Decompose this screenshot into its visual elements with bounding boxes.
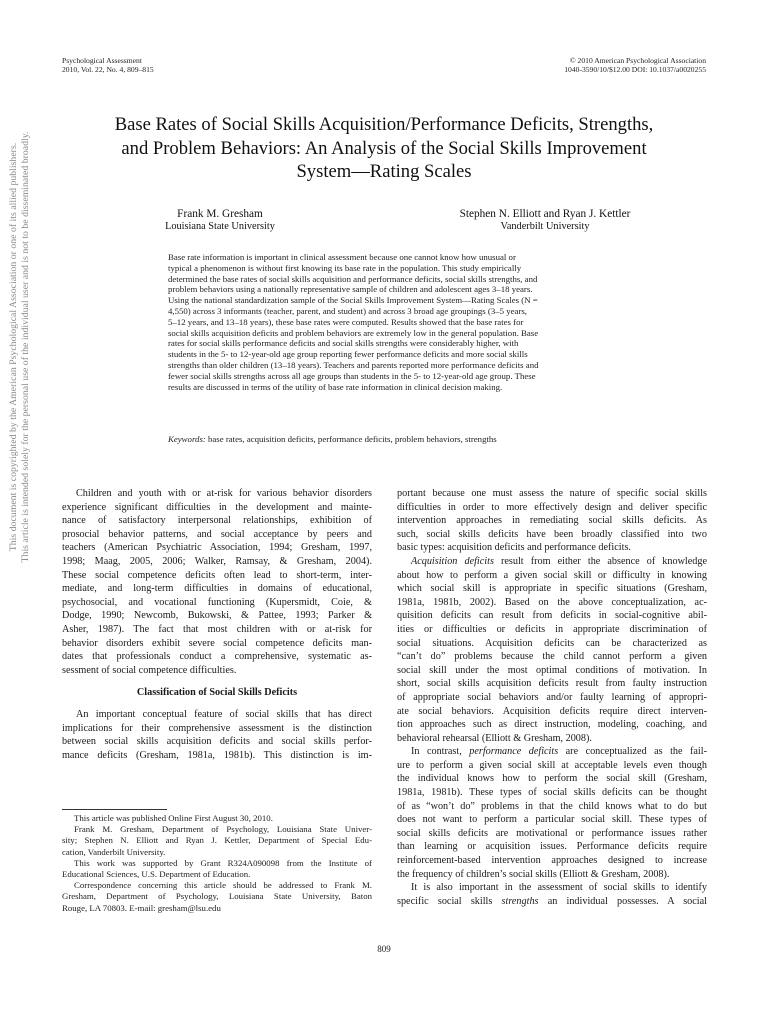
footnote-line: Correspondence concerning this article should be addressed to Frank M.	[74, 880, 372, 891]
abstract-line: determined the base rates of social skills acquisition and performance deficits, social skills strengths, and	[168, 273, 538, 284]
body-line: of as “won’t do” problems in that the child knows what to do but	[397, 800, 707, 812]
volume-pages: 2010, Vol. 22, No. 4, 809–815	[62, 64, 154, 74]
footnote-line: sity; Stephen N. Elliott and Ryan J. Kettler, Department of Special Edu-	[62, 835, 372, 846]
footnote-line: Educational Sciences, U.S. Department of Education.	[62, 868, 251, 879]
abstract-line: social skills acquisition deficits and problem behaviors are extremely low in the general population. Base	[168, 327, 539, 338]
term-acquisition-deficits: Acquisition deficits	[411, 555, 494, 567]
body-line: ities or difficulties or deficits in appropriate discrimination of	[397, 623, 707, 635]
body-line: prosocial behavior patterns, and social acceptance by peers and	[62, 528, 372, 540]
body-line	[397, 745, 707, 759]
abstract-line: Base rate information is important in clinical assessment because one cannot know how unusual or	[168, 252, 516, 262]
keywords-text: base rates, acquisition deficits, performance deficits, problem behaviors, strengths	[205, 434, 497, 444]
body-line: ate social behaviors. Acquisition deficits require direct interven-	[397, 705, 707, 717]
footnotes	[62, 813, 372, 914]
body-line: “can’t do” problems because the child cannot perform a given	[397, 651, 707, 663]
body-line: ure to perform a given social skill at acceptable levels even though	[397, 759, 707, 771]
body-line: the frequency of children’s social skills (Elliott & Gresham, 2008).	[397, 868, 670, 880]
running-header-left	[62, 57, 154, 74]
body-line: Children and youth with or at-risk for various behavior disorders	[76, 488, 372, 499]
body-line: tion approaches such as direct instruction, modeling, coaching, and	[397, 719, 707, 731]
body-line: psychosocial, and vocational functioning (Kupersmidt, Coie, &	[62, 596, 372, 608]
body-line: reinforcement-based intervention approaches designed to increase	[397, 855, 707, 867]
journal-name: Psychological Assessment	[62, 56, 142, 65]
body-line: does not want to perform a particular social skill. These types of	[397, 814, 707, 826]
side-note-line: This article is intended solely for the personal use of the individual user and is not to be disseminated broadly.	[20, 131, 31, 563]
body-line: It is also important in the assessment of social skills to identify	[411, 882, 707, 894]
body-line: nance of satisfactory interpersonal relationships, exhibition of	[62, 515, 372, 527]
body-line: short, social skills acquisition deficits result from faulty instruction	[397, 678, 707, 690]
body-line: between social skills acquisition deficits and social skills perfor-	[62, 736, 372, 748]
body-line: An important conceptual feature of social skills that has direct	[76, 708, 372, 720]
body-line: difficulties in order to more effectively design and deliver specific	[397, 501, 707, 513]
body-line: behavioral rehearsal (Elliott & Gresham, 2008).	[397, 732, 592, 744]
running-header-right	[564, 57, 706, 74]
footnote-line: Gresham, Department of Psychology, Louisiana State University, Baton	[62, 891, 372, 902]
body-text: specific social skills	[397, 895, 502, 907]
body-line: 1998; Maag, 2005, 2006; Walker, Ramsay, & Gresham, 2004).	[62, 555, 372, 567]
author-name: Frank M. Gresham	[177, 208, 263, 220]
body-line: Asher, 1987). The fact that most children with or at-risk for	[62, 623, 372, 635]
body-line: mance deficits (Gresham, 1981a, 1981b). This distinction is im-	[62, 749, 372, 761]
term-strengths: strengths	[501, 895, 539, 907]
body-line: implications for their comprehensive assessment is the distinction	[62, 722, 372, 734]
title-line: and Problem Behaviors: An Analysis of the Social Skills Improvement	[121, 137, 647, 159]
body-column-right	[397, 487, 707, 908]
keywords-label: Keywords:	[168, 434, 206, 444]
author-name: Stephen N. Elliott and Ryan J. Kettler	[459, 208, 631, 220]
body-line: 1981a, 1981b). These types of social skills deficits can be thought	[397, 787, 707, 799]
body-line: social skills deficits are motivational or performance issues rather	[397, 827, 707, 839]
side-note-line: This document is copyrighted by the American Psychological Association or one of its allied publishers.	[8, 142, 19, 552]
body-line: teachers (American Psychiatric Association, 1994; Gresham, 1997,	[62, 542, 372, 554]
body-line	[397, 555, 707, 569]
footnote-line: This work was supported by Grant R324A090098 from the Institute of	[74, 857, 372, 868]
title-line: Base Rates of Social Skills Acquisition/Performance Deficits, Strengths,	[114, 114, 654, 135]
footnote-line: cation, Vanderbilt University.	[62, 846, 166, 857]
article-title	[62, 113, 706, 184]
author-block-1	[130, 208, 310, 233]
body-line: mediate, and long-term difficulties in domains of educational,	[62, 583, 372, 595]
author-affiliation: Louisiana State University	[165, 220, 275, 232]
body-line: experience significant difficulties in the development and mainte-	[62, 501, 372, 513]
body-line: basic types: acquisition deficits and performance deficits.	[397, 542, 631, 554]
body-line: the individual knows how to perform the social skill (Gresham,	[397, 773, 707, 785]
body-line: 1981a, 1981b, 2002). Based on the above conceptualization, ac-	[397, 596, 707, 608]
body-line: These social competence deficits often lead to short-term, inter-	[62, 569, 372, 581]
abstract	[168, 252, 608, 392]
body-line: social skill under the most optimal conditions of motivation. In	[397, 664, 707, 676]
body-line: dates that professionals conduct a comprehensive, systematic as-	[62, 651, 372, 663]
keywords	[168, 434, 608, 445]
body-line: about how to perform a given social skill or difficulty in knowing	[397, 569, 707, 581]
title-line: System—Rating Scales	[296, 161, 472, 182]
abstract-line: Using the national standardization sample of the Social Skills Improvement System—Rating Scales (N =	[168, 295, 538, 306]
body-line: portant because one must assess the nature of specific social skills	[397, 488, 707, 499]
copyright-side-note	[8, 0, 32, 697]
issn-doi: 1040-3590/10/$12.00 DOI: 10.1037/a0020255	[564, 64, 706, 74]
footnote-line: This article was published Online First August 30, 2010.	[74, 813, 273, 823]
body-text: result from either the absence of knowledge	[493, 555, 707, 567]
footnote-line: Frank M. Gresham, Department of Psychology, Louisiana State Univer-	[74, 824, 372, 835]
abstract-line: 4,550) across 3 informants (teacher, parent, and student) and across 3 broad age groupings (3–5 years,	[168, 305, 527, 316]
abstract-line: typical a phenomenon is without first knowing its base rate in the population. This study empirically	[168, 262, 522, 273]
abstract-line: problem behaviors using a nationally representative sample of children and adolescent ages 3–18 years.	[168, 284, 533, 295]
body-line: such, social skills deficits have been broadly classified into two	[397, 528, 707, 540]
footnote-line: Rouge, LA 70803. E-mail: gresham@lsu.edu	[62, 902, 221, 913]
abstract-line: results are discussed in terms of the utility of base rate information in clinical decision making.	[168, 381, 503, 392]
page-number: 809	[377, 944, 391, 954]
copyright-line: © 2010 American Psychological Association	[569, 56, 706, 65]
body-line: Dodge, 1990; Newcomb, Bukowski, & Pattee, 1993; Parker &	[62, 610, 372, 622]
body-line: intervention approaches in remediating social skills deficits. As	[397, 515, 707, 527]
abstract-line: strengths than older children (13–18 years). Teachers and parents reported more performance deficits and	[168, 359, 539, 370]
body-text: an individual possesses. A social	[538, 895, 707, 907]
body-line: of appropriate social behaviors and/or faulty learning of appropri-	[397, 691, 707, 703]
body-line	[397, 895, 707, 909]
body-line: quisition deficits can result from deficits in social-cognitive abil-	[397, 610, 707, 622]
body-line: sessment of social competence difficulties.	[62, 664, 237, 676]
abstract-line: 5–12 years, and 13–18 years), these base rates were computed. Results showed that the base rates for	[168, 316, 524, 327]
abstract-line: fewer social skills strengths across all age groups than students in the 5- to 12-year-old age group. These	[168, 370, 536, 381]
body-text: are conceptualized as the fail-	[558, 746, 707, 758]
footnote-rule	[62, 809, 167, 810]
body-line: than learning or acquisition issues. Performance deficits require	[397, 841, 707, 853]
body-line: social situations. Acquisition deficits can be characterized as	[397, 637, 707, 649]
term-performance-deficits: performance deficits	[469, 746, 559, 758]
abstract-line: students in the 5- to 12-year-old age group reporting fewer performance deficits and more social skills	[168, 349, 528, 360]
body-line: which social skill is appropriate in specific situations (Gresham,	[397, 583, 707, 595]
author-block-2	[415, 208, 675, 233]
body-text: In contrast,	[411, 746, 470, 758]
abstract-line: rates for social skills performance deficits and social skills strengths were considerably higher, with	[168, 338, 519, 349]
author-affiliation: Vanderbilt University	[500, 220, 590, 232]
body-line: behavior disorders exhibit severe social competence deficits man-	[62, 637, 372, 649]
section-heading: Classification of Social Skills Deficits	[136, 687, 298, 699]
body-column-left	[62, 487, 372, 762]
